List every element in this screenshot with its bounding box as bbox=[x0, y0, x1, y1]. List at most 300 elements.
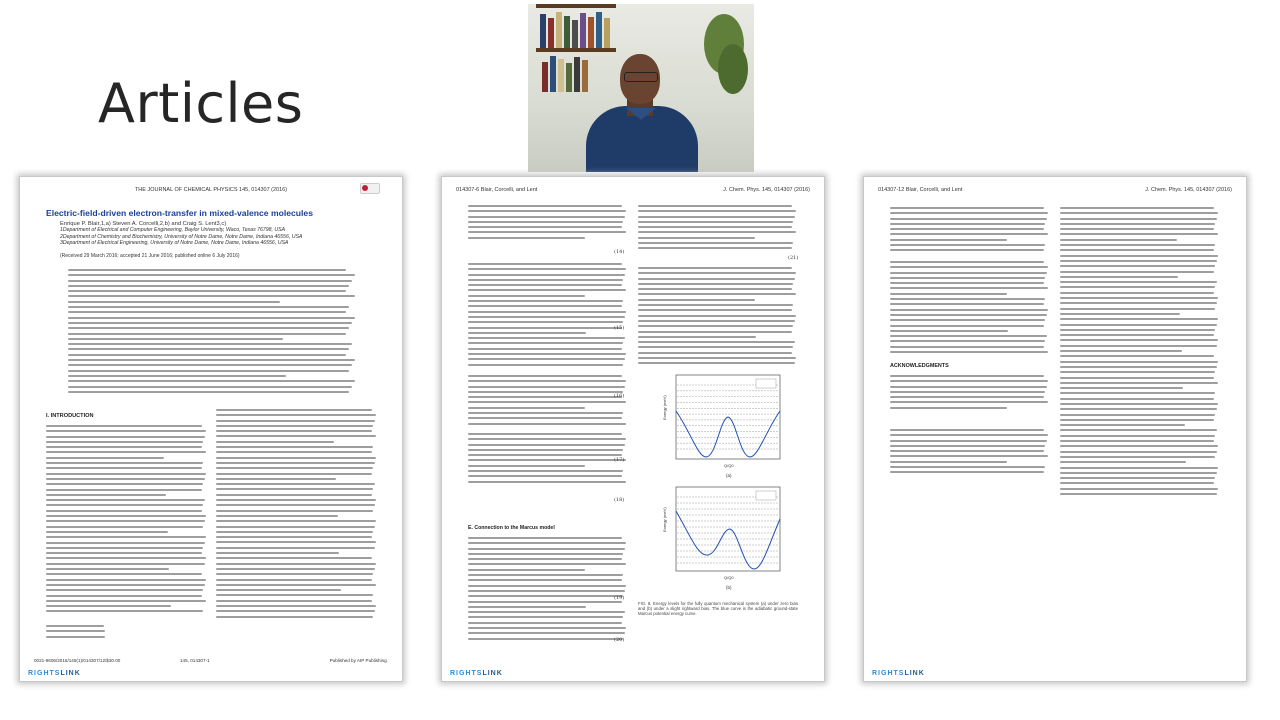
text-line bbox=[890, 249, 1044, 251]
text-line bbox=[216, 589, 341, 591]
text-line bbox=[468, 632, 625, 634]
equation-21-number: (21) bbox=[788, 255, 799, 261]
text-line bbox=[1060, 302, 1217, 304]
text-line bbox=[1060, 366, 1217, 368]
text-line bbox=[46, 547, 203, 549]
text-line bbox=[46, 605, 171, 607]
text-line bbox=[216, 457, 376, 459]
equation-20-number: (20) bbox=[614, 637, 625, 643]
presenter-webcam bbox=[528, 4, 754, 172]
equation-16-number: (16) bbox=[614, 393, 625, 399]
text-line bbox=[216, 568, 375, 570]
text-line bbox=[216, 494, 372, 496]
text-line bbox=[890, 450, 1044, 452]
text-line bbox=[46, 467, 202, 469]
text-line bbox=[216, 478, 336, 480]
text-line bbox=[1060, 355, 1214, 357]
text-line bbox=[1060, 223, 1215, 225]
plant bbox=[718, 44, 748, 94]
text-line bbox=[468, 311, 626, 313]
text-line bbox=[216, 425, 373, 427]
text-line bbox=[1060, 249, 1214, 251]
rightslink-rights: RIGHTS bbox=[28, 670, 61, 677]
text-line bbox=[68, 285, 349, 287]
text-line bbox=[468, 627, 626, 629]
text-line bbox=[216, 600, 372, 602]
text-line bbox=[46, 483, 203, 485]
article-title: Electric-field-driven electron-transfer in mixed-valence molecules bbox=[46, 208, 313, 218]
text-line bbox=[890, 407, 1007, 409]
column-left-mid2 bbox=[468, 375, 628, 431]
x-axis-label-b: Q/Q0 bbox=[724, 575, 734, 580]
text-line bbox=[68, 290, 346, 292]
text-line bbox=[468, 449, 623, 451]
text-line bbox=[468, 417, 622, 419]
rightslink-link: LINK bbox=[482, 670, 503, 677]
text-line bbox=[1060, 233, 1218, 235]
page-header bbox=[878, 187, 1232, 193]
text-line bbox=[1060, 239, 1177, 241]
text-line bbox=[1060, 334, 1214, 336]
text-line bbox=[638, 362, 795, 364]
text-line bbox=[890, 261, 1044, 263]
text-line bbox=[890, 351, 1048, 353]
text-line bbox=[46, 542, 205, 544]
text-line bbox=[46, 504, 203, 506]
text-line bbox=[1060, 281, 1217, 283]
text-line bbox=[468, 316, 625, 318]
journal-header: THE JOURNAL OF CHEMICAL PHYSICS 145, 014307 (2016) bbox=[134, 187, 288, 193]
text-line bbox=[638, 226, 792, 228]
authors: Enrique P. Blair,1,a) Steven A. Corcelli,2,b) and Craig S. Lent3,c) bbox=[60, 221, 227, 227]
text-line bbox=[890, 471, 1044, 473]
text-line bbox=[468, 569, 585, 571]
text-line bbox=[890, 340, 1045, 342]
text-line bbox=[1060, 377, 1214, 379]
column-left-mid bbox=[890, 261, 1050, 359]
text-line bbox=[46, 584, 205, 586]
text-line bbox=[68, 317, 355, 319]
text-line bbox=[1060, 419, 1214, 421]
text-line bbox=[1060, 424, 1185, 426]
equation-14-number: (14) bbox=[614, 249, 625, 255]
text-line bbox=[46, 557, 206, 559]
text-line bbox=[468, 616, 623, 618]
text-line bbox=[46, 573, 202, 575]
text-line bbox=[46, 451, 206, 453]
equation-15-number: (15) bbox=[614, 325, 625, 331]
text-line bbox=[890, 319, 1045, 321]
text-line bbox=[68, 333, 346, 335]
text-line bbox=[1060, 371, 1215, 373]
text-line bbox=[890, 466, 1045, 468]
text-line bbox=[890, 429, 1044, 431]
text-line bbox=[468, 459, 626, 461]
text-line bbox=[890, 461, 1007, 463]
text-line bbox=[468, 263, 622, 265]
text-line bbox=[1060, 297, 1218, 299]
text-line bbox=[216, 541, 376, 543]
text-line bbox=[468, 407, 585, 409]
plot-a bbox=[662, 375, 780, 478]
acknowledgments-text bbox=[890, 375, 1050, 417]
panel-label-b: (b) bbox=[726, 585, 732, 590]
section-heading: I. INTRODUCTION bbox=[46, 413, 94, 419]
text-line bbox=[638, 288, 792, 290]
text-line bbox=[1060, 329, 1215, 331]
text-line bbox=[216, 420, 375, 422]
text-line bbox=[1060, 445, 1218, 447]
equation-18-number: (18) bbox=[614, 497, 625, 503]
text-line bbox=[468, 358, 625, 360]
text-line bbox=[468, 611, 625, 613]
text-line bbox=[216, 473, 372, 475]
text-line bbox=[890, 314, 1047, 316]
text-line bbox=[216, 520, 376, 522]
y-axis-label-b: Energy (meV) bbox=[662, 507, 667, 532]
text-line bbox=[216, 605, 376, 607]
text-line bbox=[1060, 324, 1217, 326]
text-line bbox=[1060, 271, 1214, 273]
equation-17-number: (17) bbox=[614, 457, 625, 463]
text-line bbox=[468, 401, 626, 403]
text-line bbox=[468, 574, 623, 576]
text-line bbox=[1060, 207, 1214, 209]
page-header-left: 014307-6 Blair, Corcelli, and Lent bbox=[456, 187, 538, 193]
text-line bbox=[1060, 276, 1178, 278]
energy-level-figure bbox=[650, 371, 786, 593]
text-line bbox=[1060, 255, 1218, 257]
text-line bbox=[468, 563, 626, 565]
text-line bbox=[638, 315, 796, 317]
text-line bbox=[68, 327, 349, 329]
text-line bbox=[1060, 488, 1218, 490]
text-line bbox=[216, 526, 375, 528]
legend-a bbox=[756, 379, 776, 388]
footer-page: 145, 014307-1 bbox=[180, 658, 210, 663]
page-header-left: 014307-12 Blair, Corcelli, and Lent bbox=[878, 187, 963, 193]
text-line bbox=[1060, 212, 1218, 214]
text-line bbox=[638, 320, 795, 322]
text-line bbox=[46, 446, 202, 448]
text-line bbox=[468, 590, 625, 592]
text-line bbox=[68, 280, 352, 282]
text-line bbox=[46, 552, 202, 554]
text-line bbox=[46, 510, 202, 512]
text-line bbox=[890, 401, 1048, 403]
rightslink-logo[interactable] bbox=[28, 670, 81, 677]
text-line bbox=[638, 278, 795, 280]
text-line bbox=[1060, 382, 1218, 384]
text-line bbox=[638, 341, 795, 343]
text-line bbox=[468, 226, 622, 228]
text-line bbox=[1060, 286, 1215, 288]
text-line bbox=[638, 352, 792, 354]
text-line bbox=[638, 242, 793, 244]
references-right bbox=[1060, 207, 1220, 499]
text-line bbox=[468, 595, 623, 597]
text-line bbox=[468, 606, 586, 608]
text-line bbox=[216, 579, 372, 581]
text-line bbox=[468, 237, 585, 239]
text-line bbox=[1060, 408, 1217, 410]
text-line bbox=[216, 573, 373, 575]
text-line bbox=[468, 386, 625, 388]
text-line bbox=[216, 610, 375, 612]
text-line bbox=[468, 454, 622, 456]
text-line bbox=[46, 457, 164, 459]
text-line bbox=[1060, 228, 1214, 230]
text-line bbox=[46, 515, 206, 517]
text-line bbox=[216, 451, 372, 453]
text-line bbox=[1060, 440, 1214, 442]
column-left-mid bbox=[468, 263, 628, 373]
text-line bbox=[46, 430, 206, 432]
text-line bbox=[890, 287, 1048, 289]
ground-state-curve-a bbox=[676, 411, 780, 457]
abstract bbox=[68, 269, 358, 397]
text-line bbox=[890, 228, 1044, 230]
text-line bbox=[1060, 429, 1217, 431]
column-right-mid bbox=[638, 267, 798, 369]
text-line bbox=[468, 279, 623, 281]
text-line bbox=[216, 435, 376, 437]
text-line bbox=[216, 414, 376, 416]
text-line bbox=[1060, 292, 1214, 294]
text-line bbox=[46, 579, 206, 581]
text-line bbox=[638, 210, 796, 212]
text-line bbox=[46, 462, 203, 464]
text-line bbox=[890, 233, 1048, 235]
text-line bbox=[1060, 451, 1217, 453]
text-line bbox=[1060, 435, 1215, 437]
text-line bbox=[1060, 361, 1218, 363]
text-line bbox=[890, 282, 1044, 284]
text-line bbox=[468, 321, 623, 323]
text-line bbox=[46, 636, 105, 638]
article-page-1 bbox=[20, 177, 402, 681]
text-line bbox=[46, 568, 169, 570]
text-line bbox=[890, 244, 1045, 246]
text-line bbox=[890, 207, 1044, 209]
references-left bbox=[890, 429, 1050, 479]
rightslink-logo[interactable] bbox=[872, 670, 925, 677]
text-line bbox=[216, 510, 373, 512]
text-line bbox=[638, 325, 793, 327]
text-line bbox=[216, 594, 373, 596]
footer-right: Published by AIP Publishing. bbox=[329, 658, 388, 663]
text-line bbox=[468, 268, 626, 270]
text-line bbox=[468, 380, 626, 382]
text-line bbox=[68, 274, 355, 276]
text-line bbox=[890, 330, 1008, 332]
text-line bbox=[468, 300, 623, 302]
text-line bbox=[1060, 345, 1217, 347]
text-line bbox=[68, 306, 349, 308]
text-line bbox=[46, 536, 206, 538]
text-line bbox=[68, 391, 349, 393]
text-line bbox=[216, 557, 372, 559]
text-line bbox=[216, 584, 376, 586]
text-line bbox=[638, 221, 793, 223]
text-line bbox=[638, 272, 796, 274]
text-line bbox=[1060, 456, 1215, 458]
text-line bbox=[46, 526, 203, 528]
text-line bbox=[216, 483, 375, 485]
text-line bbox=[216, 504, 375, 506]
text-line bbox=[468, 221, 623, 223]
text-line bbox=[216, 515, 338, 517]
text-line bbox=[46, 520, 205, 522]
text-line bbox=[46, 600, 206, 602]
text-line bbox=[890, 375, 1044, 377]
text-line bbox=[68, 343, 352, 345]
x-axis-label-a: Q/Q0 bbox=[724, 463, 734, 468]
article-page-2 bbox=[442, 177, 824, 681]
text-line bbox=[468, 391, 623, 393]
text-line bbox=[46, 499, 205, 501]
rightslink-rights: RIGHTS bbox=[872, 670, 905, 677]
authors-block bbox=[60, 221, 360, 247]
text-line bbox=[468, 475, 622, 477]
page-header-right: J. Chem. Phys. 145, 014307 (2016) bbox=[723, 187, 810, 193]
text-line bbox=[638, 205, 792, 207]
text-line bbox=[468, 231, 626, 233]
text-line bbox=[468, 579, 622, 581]
text-line bbox=[46, 563, 205, 565]
text-line bbox=[68, 380, 355, 382]
text-line bbox=[638, 304, 793, 306]
text-line bbox=[638, 267, 792, 269]
text-line bbox=[638, 283, 793, 285]
text-line bbox=[890, 223, 1045, 225]
text-line bbox=[216, 467, 373, 469]
text-line bbox=[468, 622, 622, 624]
text-line bbox=[638, 357, 796, 359]
text-line bbox=[890, 293, 1007, 295]
affiliation-3: 3Department of Electrical Engineering, University of Notre Dame, Notre Dame, Indiana 46556, USA bbox=[60, 240, 289, 247]
affiliation-1: 1Department of Electrical and Computer Engineering, Baylor University, Waco, Texas 76798, USA bbox=[60, 227, 286, 234]
text-line bbox=[68, 375, 286, 377]
text-line bbox=[46, 489, 202, 491]
text-line bbox=[46, 425, 202, 427]
text-line bbox=[68, 370, 349, 372]
text-line bbox=[46, 441, 203, 443]
text-line bbox=[468, 284, 622, 286]
text-line bbox=[468, 423, 626, 425]
text-line bbox=[638, 293, 796, 295]
slide-title: Articles bbox=[98, 72, 304, 135]
text-line bbox=[890, 335, 1047, 337]
text-line bbox=[1060, 313, 1180, 315]
glasses bbox=[624, 72, 658, 82]
text-line bbox=[468, 216, 625, 218]
text-line bbox=[46, 531, 168, 533]
affiliation-2: 2Department of Chemistry and Biochemistry, University of Notre Dame, Notre Dame, Indiana 46556, USA bbox=[60, 233, 303, 240]
text-line bbox=[468, 433, 622, 435]
text-line bbox=[468, 289, 626, 291]
text-line bbox=[1060, 398, 1214, 400]
equation-19-number: (19) bbox=[614, 595, 625, 601]
text-line bbox=[890, 391, 1045, 393]
text-line bbox=[216, 547, 375, 549]
text-line bbox=[890, 434, 1048, 436]
footnotes bbox=[46, 625, 106, 641]
text-line bbox=[68, 322, 352, 324]
text-line bbox=[638, 346, 793, 348]
text-line bbox=[468, 274, 625, 276]
text-line bbox=[890, 303, 1044, 305]
text-line bbox=[468, 558, 622, 560]
text-line bbox=[468, 353, 626, 355]
text-line bbox=[1060, 387, 1183, 389]
text-line bbox=[468, 601, 622, 603]
text-line bbox=[1060, 218, 1217, 220]
text-line bbox=[216, 430, 372, 432]
text-line bbox=[890, 239, 1007, 241]
text-line bbox=[1060, 493, 1217, 495]
text-line bbox=[638, 231, 796, 233]
text-line bbox=[1060, 482, 1214, 484]
text-line bbox=[46, 595, 202, 597]
text-line bbox=[468, 364, 623, 366]
text-line bbox=[216, 616, 373, 618]
books bbox=[538, 52, 614, 92]
text-line bbox=[68, 301, 280, 303]
text-line bbox=[890, 309, 1048, 311]
y-axis-label-a: Energy (meV) bbox=[662, 395, 667, 420]
text-line bbox=[638, 237, 755, 239]
text-line bbox=[1060, 244, 1215, 246]
text-line bbox=[890, 455, 1048, 457]
text-line bbox=[890, 298, 1045, 300]
section-heading: ACKNOWLEDGMENTS bbox=[890, 363, 949, 369]
column-left-top bbox=[890, 207, 1050, 255]
ground-state-curve-b bbox=[676, 511, 780, 569]
text-line bbox=[68, 354, 346, 356]
rightslink-logo[interactable] bbox=[450, 670, 503, 677]
text-line bbox=[890, 272, 1047, 274]
text-line bbox=[68, 348, 349, 350]
text-line bbox=[1060, 461, 1186, 463]
text-line bbox=[46, 436, 205, 438]
footer-left: 0021-9606/2016/145(1)/014307/12/$30.00 bbox=[34, 658, 121, 663]
text-line bbox=[216, 552, 339, 554]
text-line bbox=[890, 440, 1047, 442]
text-line bbox=[468, 481, 626, 483]
text-line bbox=[1060, 403, 1218, 405]
text-line bbox=[1060, 350, 1182, 352]
text-line bbox=[468, 470, 623, 472]
text-line bbox=[468, 396, 622, 398]
text-line bbox=[638, 216, 795, 218]
column-left-bottom bbox=[468, 537, 628, 647]
crossmark-icon[interactable] bbox=[360, 183, 380, 194]
text-line bbox=[1060, 467, 1218, 469]
text-line bbox=[68, 386, 352, 388]
text-line bbox=[468, 537, 622, 539]
text-line bbox=[890, 266, 1048, 268]
text-line bbox=[638, 299, 755, 301]
text-line bbox=[468, 548, 625, 550]
text-line bbox=[468, 332, 586, 334]
text-line bbox=[638, 331, 792, 333]
text-line bbox=[890, 346, 1044, 348]
column-left bbox=[46, 425, 208, 621]
energy-plots bbox=[650, 371, 786, 593]
rightslink-link: LINK bbox=[60, 670, 81, 677]
text-line bbox=[890, 380, 1048, 382]
